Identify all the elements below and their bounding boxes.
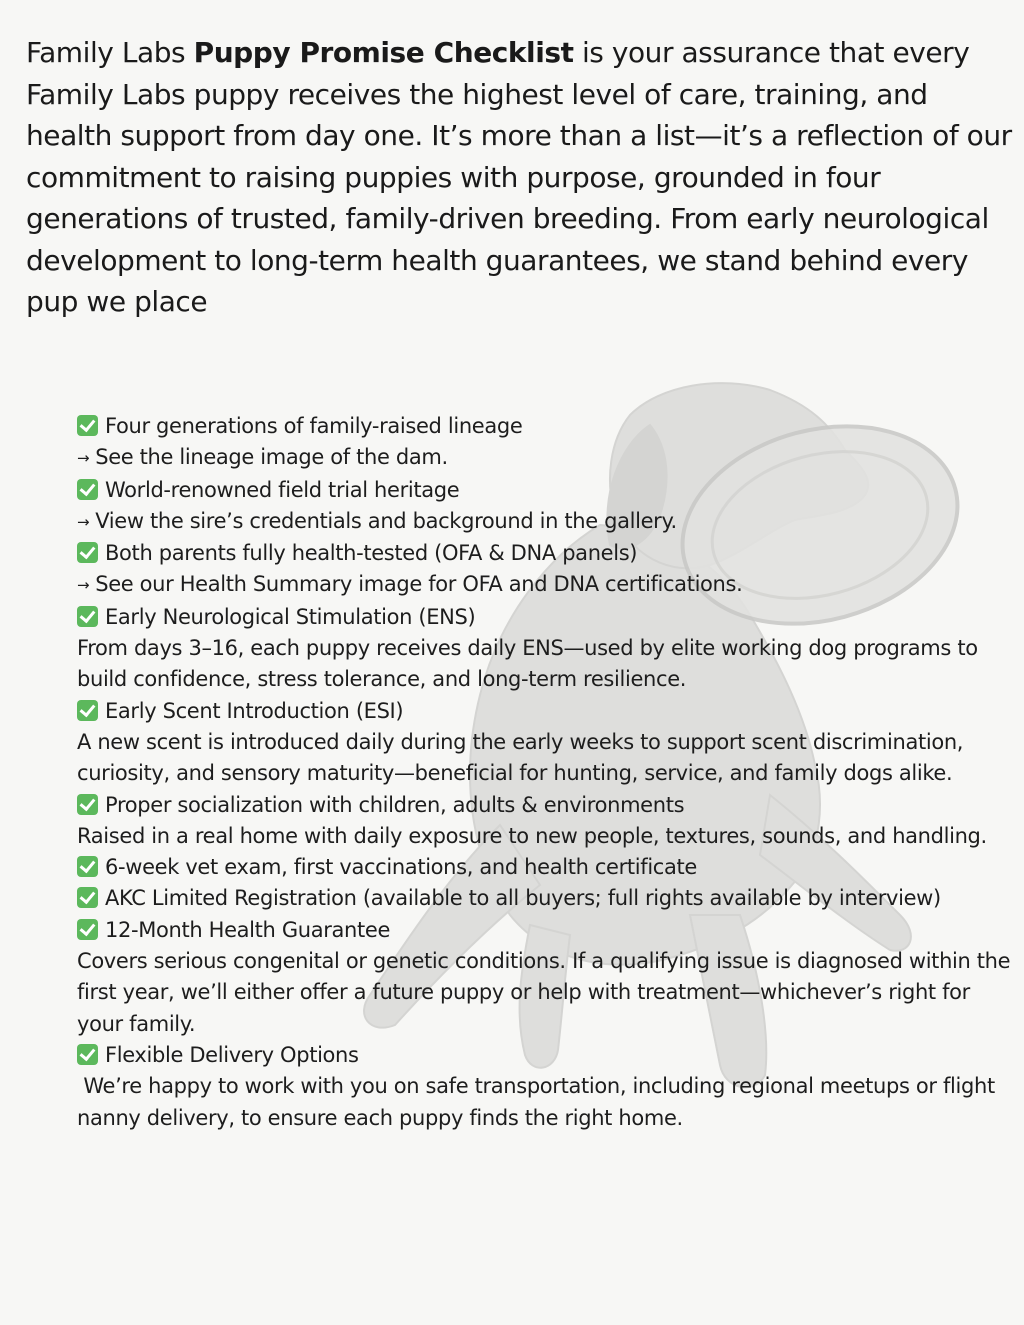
check-mark-icon — [77, 542, 98, 563]
item-title: Early Scent Introduction (ESI) — [105, 698, 404, 723]
item-title: Both parents fully health-tested (OFA & DNA panels) — [105, 541, 638, 566]
right-arrow-icon: → — [77, 576, 90, 595]
item-description: A new scent is introduced daily during the early weeks to support scent discrimination, curiosity, and sensory maturity—beneficial for hunting, service, and family dogs alike. — [77, 729, 964, 786]
checklist-item — [77, 883, 1017, 914]
intro-prefix: Family Labs — [26, 36, 194, 69]
item-note: See our Health Summary image for OFA and DNA certifications. — [95, 572, 743, 597]
item-description: Raised in a real home with daily exposure to new people, textures, sounds, and handling. — [77, 823, 987, 848]
check-mark-icon — [77, 887, 98, 908]
item-title: World-renowned field trial heritage — [105, 477, 460, 502]
checklist-item — [77, 411, 1017, 475]
intro-suffix: is your assurance that every Family Labs puppy receives the highest level of care, training, and health support from day one. It’s more than a list—it’s a reflection of our commitment to raising puppies with purpose, grounded in four generations of trusted, family-driven breeding. From early neurological development to long-term health guarantees, we stand behind every pup we place — [26, 36, 1012, 318]
check-mark-icon — [77, 794, 98, 815]
check-mark-icon — [77, 919, 98, 940]
checklist-item — [77, 1040, 1017, 1134]
intro-paragraph — [26, 32, 1016, 323]
item-description: From days 3–16, each puppy receives daily ENS—used by elite working dog programs to build confidence, stress tolerance, and long-term resilience. — [77, 636, 978, 692]
item-description: Covers serious congenital or genetic conditions. If a qualifying issue is diagnosed within the first year, we’ll either offer a future puppy or help with treatment—whichever’s right for your family. — [77, 949, 1011, 1036]
checklist-item — [77, 475, 1017, 539]
checklist-item — [77, 852, 1017, 883]
item-title: 6-week vet exam, first vaccinations, and health certificate — [105, 855, 697, 880]
item-title: AKC Limited Registration (available to all buyers; full rights available by interview) — [105, 886, 941, 911]
checklist-item — [77, 602, 1017, 696]
right-arrow-icon: → — [77, 512, 90, 531]
check-mark-icon — [77, 479, 98, 500]
check-mark-icon — [77, 415, 98, 436]
checklist-item — [77, 915, 1017, 1040]
item-title: Four generations of family-raised lineage — [105, 414, 523, 438]
item-note: See the lineage image of the dam. — [95, 445, 448, 470]
checklist-item — [77, 696, 1017, 790]
item-title: Proper socialization with children, adults & environments — [105, 792, 685, 817]
item-note: View the sire’s credentials and background in the gallery. — [95, 508, 677, 533]
right-arrow-icon: → — [77, 449, 90, 468]
item-description: We’re happy to work with you on safe transportation, including regional meetups or flight nanny delivery, to ensure each puppy finds the right home. — [77, 1074, 1002, 1130]
check-mark-icon — [77, 606, 98, 627]
check-mark-icon — [77, 856, 98, 877]
check-mark-icon — [77, 700, 98, 721]
puppy-promise-checklist — [77, 411, 1017, 1134]
item-title: Flexible Delivery Options — [105, 1042, 359, 1067]
intro-bold-title: Puppy Promise Checklist — [193, 36, 574, 69]
checklist-item — [77, 790, 1017, 853]
check-mark-icon — [77, 1044, 98, 1065]
item-title: 12-Month Health Guarantee — [105, 917, 391, 942]
checklist-item — [77, 538, 1017, 602]
item-title: Early Neurological Stimulation (ENS) — [105, 604, 476, 629]
